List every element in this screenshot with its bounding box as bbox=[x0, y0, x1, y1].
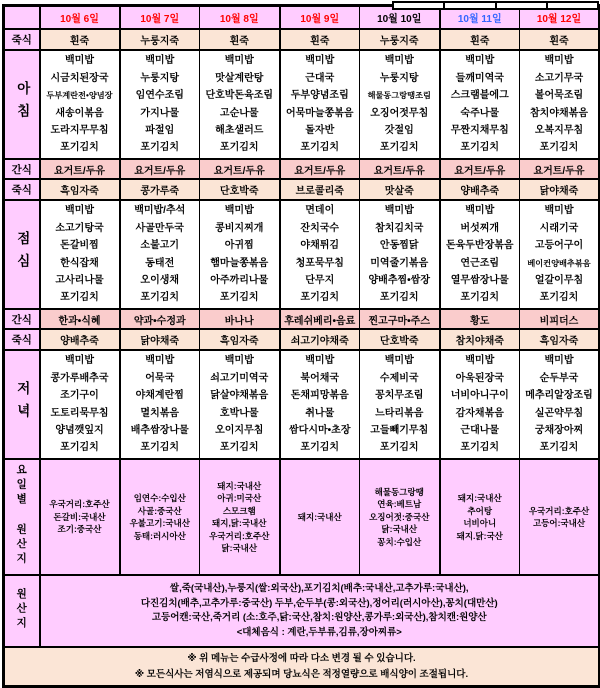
origin-item: 고등어:국내산 bbox=[532, 518, 586, 528]
menu-item: 도라지무무침 bbox=[50, 124, 109, 136]
weekly-menu-table bbox=[2, 4, 600, 688]
menu-item: 동태전 bbox=[145, 257, 175, 269]
menu-item: 오복지무침 bbox=[534, 124, 584, 136]
menu-item: 가지나물 bbox=[140, 107, 180, 119]
daily-origin-row-label bbox=[4, 459, 40, 575]
porridge-lunch-day4: 브로콜리죽 bbox=[280, 179, 360, 200]
daily-origin-row bbox=[4, 459, 600, 575]
breakfast-day4 bbox=[280, 50, 360, 159]
dinner-row bbox=[4, 350, 600, 459]
origin-item: 돼지:국내산 bbox=[297, 511, 342, 522]
menu-item: 미역줄기볶음 bbox=[370, 257, 429, 269]
porridge-morning-day4: 흰죽 bbox=[280, 29, 360, 50]
origin-item: 스모크햄 bbox=[222, 505, 256, 516]
porridge-dinner-day5: 단호박죽 bbox=[360, 329, 440, 350]
daily-origin-label-text: 요일별 원산지 bbox=[15, 464, 28, 567]
menu-item: 오징어젓무침 bbox=[370, 107, 429, 119]
origin-item: 우국거리:호주산 bbox=[528, 505, 590, 516]
menu-item: 포기김치 bbox=[140, 292, 180, 304]
daily-origin-day3 bbox=[200, 459, 280, 575]
menu-item: 포기김치 bbox=[460, 142, 500, 154]
cropped-cell bbox=[546, 1, 599, 10]
menu-item: 근대국 bbox=[305, 72, 335, 84]
menu-item: 백미밥 bbox=[384, 55, 414, 67]
dates-day4: 10월 9일 bbox=[280, 6, 360, 30]
menu-item: 백미밥 bbox=[465, 55, 495, 67]
corner-cell bbox=[4, 6, 40, 30]
dinner-day7 bbox=[520, 350, 600, 459]
menu-item: 새송이볶음 bbox=[55, 107, 104, 119]
menu-item: 고들빼기무침 bbox=[370, 424, 429, 436]
cropped-table-edge-artifact bbox=[394, 1, 599, 10]
menu-item: 면데이 bbox=[305, 205, 335, 217]
snack-row-label: 간식 bbox=[4, 309, 40, 329]
menu-item: 햄마늘쫑볶음 bbox=[210, 257, 269, 269]
dinner-day4 bbox=[280, 350, 360, 459]
porridge-lunch-day6: 양배추죽 bbox=[440, 179, 520, 200]
snack-morning-day7: 요거트/두유 bbox=[520, 159, 600, 179]
menu-item: 포기김치 bbox=[219, 442, 259, 454]
menu-item: 포기김치 bbox=[140, 142, 180, 154]
menu-item: 참치김치국 bbox=[375, 222, 424, 234]
menu-item: 시금치된장국 bbox=[50, 72, 109, 84]
menu-item: 버섯찌개 bbox=[460, 222, 500, 234]
notes-row bbox=[4, 647, 600, 687]
porridge-row-label: 죽식 bbox=[4, 329, 40, 350]
menu-item: 연근조림 bbox=[460, 257, 500, 269]
common-origin-row bbox=[4, 575, 600, 647]
origin-line: 다진김치(배추,고추가루:중국산) 두부,순두부(콩:외국산),정어리(러시아산),꽁치(대만산) bbox=[140, 597, 498, 609]
menu-item: 아욱된장국 bbox=[455, 372, 504, 384]
menu-item: 백미밥 bbox=[384, 205, 414, 217]
dates-day2: 10월 7일 bbox=[120, 6, 200, 30]
lunch-day2 bbox=[120, 200, 200, 309]
dinner-day6 bbox=[440, 350, 520, 459]
menu-item: 시래기국 bbox=[539, 222, 579, 234]
menu-item: 얼갈이무침 bbox=[534, 274, 584, 286]
lunch-label-text: 점심 bbox=[14, 230, 30, 276]
menu-item: 잔치국수 bbox=[300, 222, 340, 234]
lunch-day5 bbox=[360, 200, 440, 309]
menu-item: 어묵국 bbox=[145, 372, 175, 384]
dates-day3: 10월 8일 bbox=[200, 6, 280, 30]
menu-item: 참치야채볶음 bbox=[530, 107, 588, 119]
porridge-lunch-day3: 단호박죽 bbox=[200, 179, 280, 200]
menu-item: 멸치볶음 bbox=[140, 407, 180, 419]
breakfast-day6 bbox=[440, 50, 520, 159]
menu-item: 백미밥/추석 bbox=[134, 205, 186, 217]
porridge-morning-day6: 흰죽 bbox=[440, 29, 520, 50]
menu-item: 소고기무국 bbox=[534, 72, 584, 84]
menu-item: 야채튀김 bbox=[300, 240, 340, 252]
dinner-row-label bbox=[4, 350, 40, 459]
menu-item: 고사리나물 bbox=[55, 274, 104, 286]
notes-cell bbox=[4, 647, 600, 687]
menu-item: 포기김치 bbox=[300, 142, 340, 154]
snack-afternoon-day4: 후레쉬베리•음료 bbox=[280, 309, 360, 329]
menu-item: 포기김치 bbox=[60, 142, 99, 154]
snack-morning-day4: 요거트/두유 bbox=[280, 159, 360, 179]
snack-morning-day3: 요거트/두유 bbox=[200, 159, 280, 179]
porridge-dinner-day3: 흑임자죽 bbox=[200, 329, 280, 350]
menu-item: 아귀찜 bbox=[224, 240, 254, 252]
porridge-row-label: 죽식 bbox=[4, 29, 40, 50]
menu-item: 돌자반 bbox=[305, 124, 335, 136]
porridge-row-label: 죽식 bbox=[4, 179, 40, 200]
menu-item: 포기김치 bbox=[300, 442, 340, 454]
snack-row-label: 간식 bbox=[4, 159, 40, 179]
menu-item: 백미밥 bbox=[224, 55, 254, 67]
menu-item: 단무지 bbox=[305, 274, 335, 286]
breakfast-day2 bbox=[120, 50, 200, 159]
origin-item: 추어탕 bbox=[467, 505, 493, 516]
menu-item: 어묵마늘쫑볶음 bbox=[285, 107, 354, 119]
menu-item: 백미밥 bbox=[544, 55, 574, 67]
menu-item: 포기김치 bbox=[539, 142, 579, 154]
menu-item: 수제비국 bbox=[379, 372, 419, 384]
menu-item: 스크램블에그 bbox=[450, 90, 509, 102]
snack-afternoon-day3: 바나나 bbox=[200, 309, 280, 329]
snack-morning-day1: 요거트/두유 bbox=[40, 159, 120, 179]
cropped-cell bbox=[443, 1, 496, 10]
daily-origin-day4 bbox=[280, 459, 360, 575]
dates-day5: 10월 10일 bbox=[360, 6, 440, 30]
porridge-dinner-day6: 참치야채죽 bbox=[440, 329, 520, 350]
porridge-morning-day1: 흰죽 bbox=[40, 29, 120, 50]
menu-item: 느타리볶음 bbox=[375, 407, 424, 419]
note-line: ※ 위 메뉴는 수급사정에 따라 다소 변경 될 수 있습니다. bbox=[187, 652, 416, 664]
menu-item: 백미밥 bbox=[65, 205, 94, 217]
morning-snack-row bbox=[4, 159, 600, 179]
cropped-cell bbox=[392, 1, 445, 10]
lunch-day4 bbox=[280, 200, 360, 309]
dinner-porridge-row bbox=[4, 329, 600, 350]
menu-item: 사골만두국 bbox=[135, 222, 184, 234]
snack-afternoon-day1: 한과•식혜 bbox=[40, 309, 120, 329]
porridge-dinner-day4: 쇠고기야채죽 bbox=[280, 329, 360, 350]
menu-item: 열무쌈장나물 bbox=[450, 274, 509, 286]
menu-item: 포기김치 bbox=[379, 442, 419, 454]
menu-item: 백미밥 bbox=[384, 355, 414, 367]
menu-item: 순두부국 bbox=[539, 372, 579, 384]
menu-item: 소불고기 bbox=[140, 240, 180, 252]
origin-item: 돈갈비:국내산 bbox=[53, 511, 106, 522]
menu-item: 포기김치 bbox=[219, 142, 259, 154]
menu-item: 양배추찜•쌈장 bbox=[368, 274, 430, 286]
origin-item: 돼지.닭:국산 bbox=[456, 530, 503, 541]
breakfast-row-label bbox=[4, 50, 40, 159]
menu-item: 맛살계란탕 bbox=[215, 72, 264, 84]
origin-item: 돼지,닭:국내산 bbox=[212, 518, 267, 528]
menu-item: 야채계란찜 bbox=[135, 390, 184, 402]
origin-item: 우국거리:호주산 bbox=[209, 530, 270, 541]
breakfast-day7 bbox=[520, 50, 600, 159]
origin-item: 우불고기:국내산 bbox=[129, 518, 190, 528]
menu-item: 양념깻잎지 bbox=[55, 424, 104, 436]
menu-item: 백미밥 bbox=[465, 205, 495, 217]
origin-item: 오징어젓:중국산 bbox=[369, 511, 430, 522]
lunch-day1 bbox=[40, 200, 120, 309]
menu-item: 포기김치 bbox=[539, 442, 579, 454]
porridge-dinner-day2: 닭야채죽 bbox=[120, 329, 200, 350]
lunch-day7 bbox=[520, 200, 600, 309]
dinner-day2 bbox=[120, 350, 200, 459]
menu-item: 두부계란전•양념장 bbox=[46, 91, 113, 101]
origin-item: 임연수:수입산 bbox=[133, 493, 186, 503]
menu-item: 소고기탕국 bbox=[55, 222, 104, 234]
origin-line: 고등어캔:국산,죽거리 (소:호주,닭:국산,참치:원양산,콩가루:외국산),참치캔:원양산 bbox=[151, 612, 487, 623]
porridge-lunch-day2: 콩가루죽 bbox=[120, 179, 200, 200]
menu-item: 돈채피망볶음 bbox=[290, 390, 349, 402]
porridge-lunch-day5: 맛살죽 bbox=[360, 179, 440, 200]
origin-row-label bbox=[4, 575, 40, 647]
menu-item: 조기구이 bbox=[60, 390, 99, 402]
origin-item: 우국거리:호주산 bbox=[49, 499, 110, 510]
origin-line: 쌀,죽(국내산),누룽지(쌀:외국산),포기김치(배추:국내산,고추가루:국내산), bbox=[169, 583, 469, 594]
daily-origin-day5 bbox=[360, 459, 440, 575]
daily-origin-day2 bbox=[120, 459, 200, 575]
menu-item: 포기김치 bbox=[539, 292, 579, 304]
menu-item: 백미밥 bbox=[224, 205, 254, 217]
lunch-row bbox=[4, 200, 600, 309]
origin-item: 닭:국내산 bbox=[221, 543, 258, 553]
menu-item: 백미밥 bbox=[224, 355, 254, 367]
origin-item: 동태:러시아산 bbox=[133, 530, 186, 541]
afternoon-snack-row bbox=[4, 309, 600, 329]
menu-item: 볼어묵조림 bbox=[534, 90, 584, 102]
snack-morning-day2: 요거트/두유 bbox=[120, 159, 200, 179]
porridge-morning-day2: 누룽지죽 bbox=[120, 29, 200, 50]
dates-day7: 10월 12일 bbox=[520, 6, 600, 30]
menu-item: 누룽지탕 bbox=[140, 72, 180, 84]
origin-item: 조기:중국산 bbox=[57, 524, 102, 535]
porridge-dinner-day7: 흑임자죽 bbox=[520, 329, 600, 350]
origin-item: 아귀:미국산 bbox=[217, 493, 262, 503]
origin-item: 연육:베트남 bbox=[377, 499, 422, 510]
menu-item: 고등어구이 bbox=[534, 240, 584, 252]
dates-day1: 10월 6일 bbox=[40, 6, 120, 30]
dinner-day3 bbox=[200, 350, 280, 459]
menu-item: 백미밥 bbox=[145, 355, 175, 367]
breakfast-day3 bbox=[200, 50, 280, 159]
snack-afternoon-day2: 약과•수정과 bbox=[120, 309, 200, 329]
menu-item: 배추쌈장나물 bbox=[130, 424, 189, 436]
menu-item: 숙주나물 bbox=[460, 107, 500, 119]
porridge-lunch-day1: 흑임자죽 bbox=[40, 179, 120, 200]
origin-item: 돼지:국내산 bbox=[217, 480, 262, 491]
breakfast-day1 bbox=[40, 50, 120, 159]
menu-item: 메추리알장조림 bbox=[525, 390, 593, 402]
origin-item: 돼지:국내산 bbox=[457, 493, 502, 503]
lunch-day3 bbox=[200, 200, 280, 309]
snack-afternoon-day7: 비피더스 bbox=[520, 309, 600, 329]
menu-item: 포기김치 bbox=[140, 442, 180, 454]
menu-item: 포기김치 bbox=[379, 142, 419, 154]
menu-item: 취나물 bbox=[305, 407, 335, 419]
menu-item: 포기김치 bbox=[60, 442, 99, 454]
daily-origin-day6 bbox=[440, 459, 520, 575]
menu-item: 청포묵무침 bbox=[295, 257, 344, 269]
daily-origin-day1 bbox=[40, 459, 120, 575]
menu-item: 쇠고기미역국 bbox=[210, 372, 269, 384]
menu-item: 안동찜닭 bbox=[379, 240, 419, 252]
daily-origin-day7 bbox=[520, 459, 600, 575]
menu-item: 단호박돈육조림 bbox=[205, 90, 274, 102]
menu-item: 닭살야채볶음 bbox=[210, 390, 269, 402]
menu-item: 꽁치무조림 bbox=[375, 390, 424, 402]
menu-item: 베이컨양배추볶음 bbox=[527, 258, 591, 268]
menu-item: 너비아니구이 bbox=[450, 390, 509, 402]
menu-item: 포기김치 bbox=[460, 442, 500, 454]
menu-item: 백미밥 bbox=[145, 55, 175, 67]
lunch-porridge-row bbox=[4, 179, 600, 200]
menu-item: 해물동그랑땡조림 bbox=[367, 91, 431, 101]
menu-item: 아주까리나물 bbox=[210, 274, 269, 286]
menu-item: 임연수조림 bbox=[135, 90, 184, 102]
lunch-row-label bbox=[4, 200, 40, 309]
menu-item: 실곤약무침 bbox=[534, 407, 584, 419]
menu-item: 백미밥 bbox=[544, 205, 574, 217]
menu-item: 돈육두반장볶음 bbox=[445, 240, 514, 252]
menu-item: 한식잡채 bbox=[60, 257, 99, 269]
menu-item: 백미밥 bbox=[465, 355, 495, 367]
note-line: ※ 모든식사는 저염식으로 제공되며 당뇨식은 적정열량으로 배식양이 조절됩니다. bbox=[134, 668, 469, 680]
menu-item: 누룽지탕 bbox=[379, 72, 419, 84]
menu-item: 고순나물 bbox=[219, 107, 259, 119]
origin-line: <대체음식 : 계란,두부류,김류,장아찌류> bbox=[236, 626, 402, 638]
menu-item: 갓절임 bbox=[384, 124, 414, 136]
menu-item: 쌈다시마•초장 bbox=[289, 424, 351, 436]
menu-item: 백미밥 bbox=[305, 355, 335, 367]
cropped-cell bbox=[495, 1, 548, 10]
porridge-morning-day3: 흰죽 bbox=[200, 29, 280, 50]
breakfast-day5 bbox=[360, 50, 440, 159]
weekly-meal-plan-screen bbox=[0, 4, 600, 680]
menu-item: 북어채국 bbox=[300, 372, 340, 384]
menu-item: 오이지무침 bbox=[215, 424, 264, 436]
menu-item: 무짠지채무침 bbox=[450, 124, 509, 136]
porridge-morning-day7: 흰죽 bbox=[520, 29, 600, 50]
porridge-lunch-day7: 닭야채죽 bbox=[520, 179, 600, 200]
menu-item: 백미밥 bbox=[65, 55, 94, 67]
breakfast-row bbox=[4, 50, 600, 159]
origin-item: 해물동그랑땡 bbox=[374, 486, 424, 497]
origin-label-text: 원산지 bbox=[15, 587, 28, 632]
menu-item: 콩비지찌개 bbox=[215, 222, 264, 234]
menu-item: 도토리묵무침 bbox=[50, 407, 109, 419]
menu-item: 백미밥 bbox=[305, 55, 335, 67]
porridge-morning-day5: 누룽지죽 bbox=[360, 29, 440, 50]
morning-porridge-row bbox=[4, 29, 600, 50]
menu-item: 근대나물 bbox=[460, 424, 500, 436]
menu-item: 포기김치 bbox=[219, 292, 259, 304]
menu-item: 포기김치 bbox=[379, 292, 419, 304]
menu-item: 들깨미역국 bbox=[455, 72, 504, 84]
breakfast-label-text: 아침 bbox=[14, 80, 30, 126]
dinner-label-text: 저녁 bbox=[14, 380, 30, 426]
origin-item: 사골:중국산 bbox=[137, 505, 182, 516]
porridge-dinner-day1: 양배추죽 bbox=[40, 329, 120, 350]
dinner-day1 bbox=[40, 350, 120, 459]
snack-afternoon-day5: 찐고구마•주스 bbox=[360, 309, 440, 329]
menu-item: 돈갈비찜 bbox=[60, 240, 99, 252]
menu-item: 해초샐러드 bbox=[215, 124, 264, 136]
menu-item: 포기김치 bbox=[60, 292, 99, 304]
menu-item: 호박나물 bbox=[219, 407, 259, 419]
origin-item: 너비아니 bbox=[463, 518, 497, 528]
dates-day6: 10월 11일 bbox=[440, 6, 520, 30]
menu-item: 콩가루배추국 bbox=[50, 372, 109, 384]
origin-item: 닭:국내산 bbox=[381, 524, 418, 535]
origin-item: 꽁치:수입산 bbox=[377, 536, 422, 547]
menu-item: 파절임 bbox=[145, 124, 175, 136]
menu-item: 궁채장아찌 bbox=[534, 424, 584, 436]
menu-item: 백미밥 bbox=[65, 355, 94, 367]
menu-item: 두부양념조림 bbox=[290, 90, 349, 102]
menu-item: 백미밥 bbox=[544, 355, 574, 367]
snack-afternoon-day6: 황도 bbox=[440, 309, 520, 329]
snack-morning-day5: 요거트/두유 bbox=[360, 159, 440, 179]
menu-item: 감자채볶음 bbox=[455, 407, 504, 419]
snack-morning-day6: 요거트/두유 bbox=[440, 159, 520, 179]
common-origin-cell bbox=[40, 575, 600, 647]
dinner-day5 bbox=[360, 350, 440, 459]
lunch-day6 bbox=[440, 200, 520, 309]
menu-item: 오이생채 bbox=[140, 274, 180, 286]
menu-item: 포기김치 bbox=[300, 292, 340, 304]
menu-item: 포기김치 bbox=[460, 292, 500, 304]
